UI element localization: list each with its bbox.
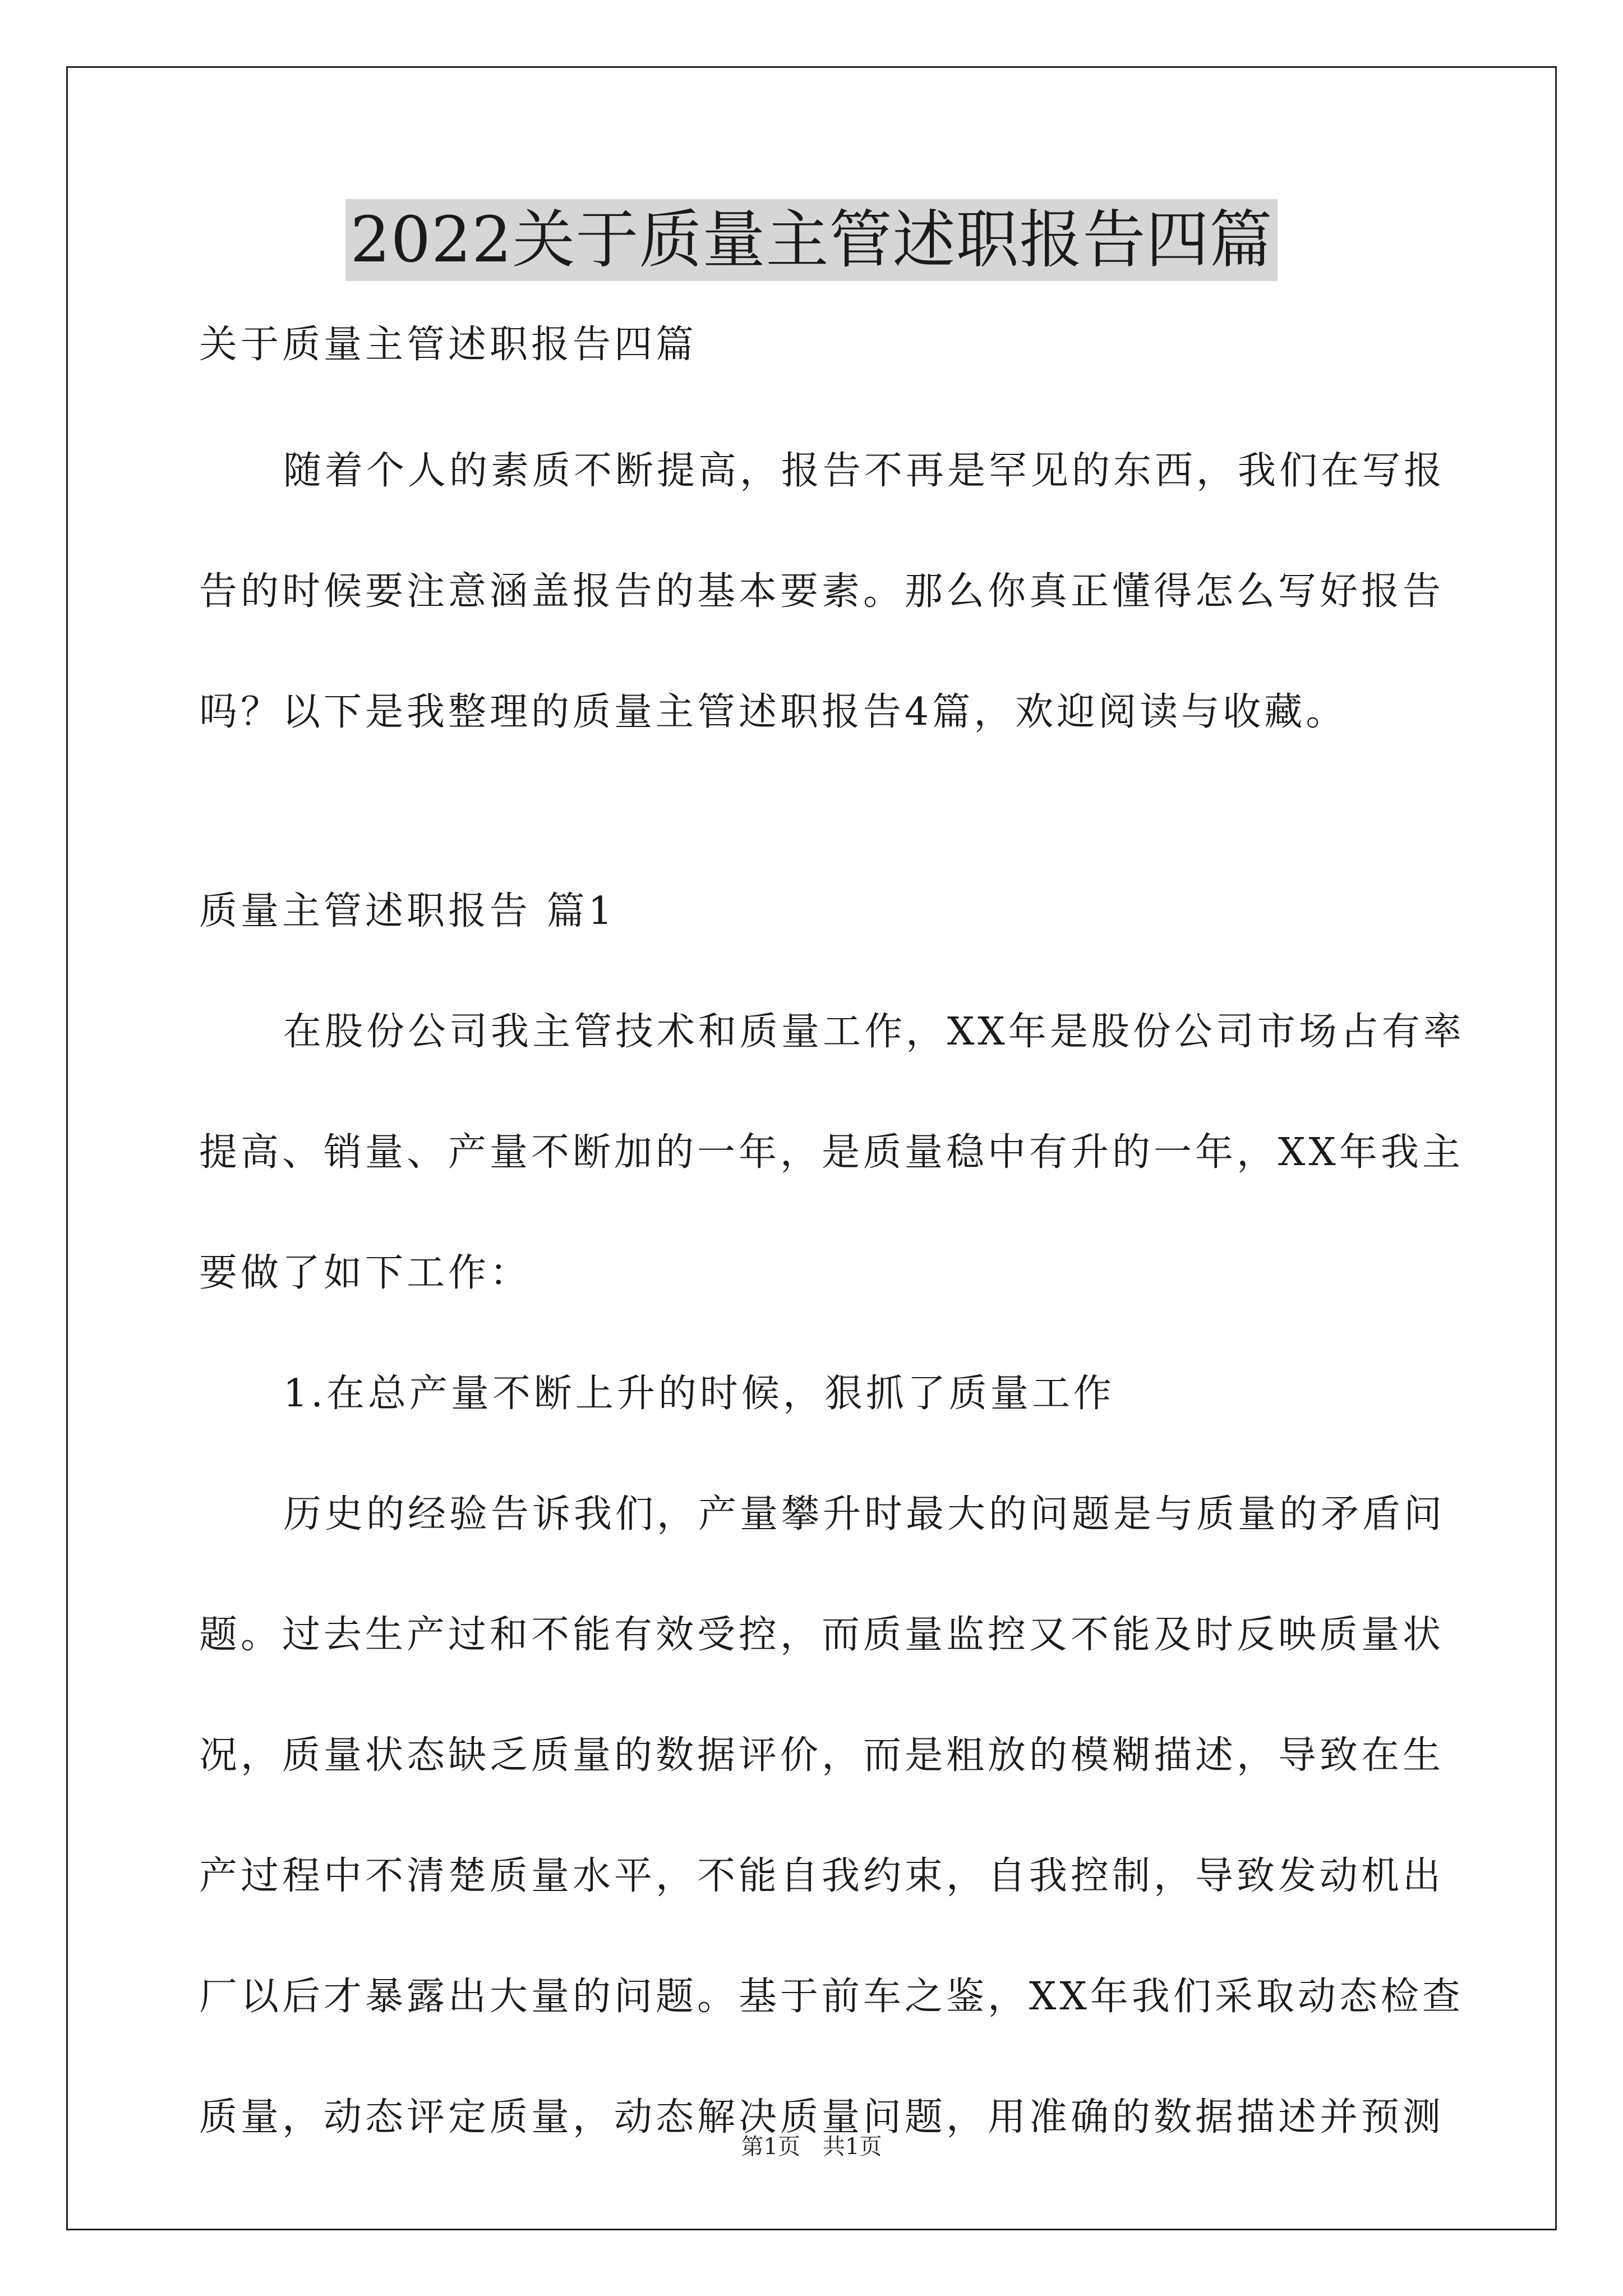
paragraph-line: 吗？以下是我整理的质量主管述职报告4篇，欢迎阅读与收藏。 — [199, 690, 1348, 734]
subtitle-line: 关于质量主管述职报告四篇 — [199, 323, 698, 367]
page-footer: 第1页 共1页 — [741, 2134, 882, 2160]
paragraph-line: 随着个人的素质不断提高，报告不再是罕见的东西，我们在写报 — [283, 449, 1446, 493]
list-item: 1.在总产量不断上升的时候，狠抓了质量工作 — [283, 1372, 1115, 1416]
paragraph-line: 题。过去生产过和不能有效受控，而质量监控又不能及时反映质量状 — [199, 1613, 1445, 1657]
paragraph-line: 产过程中不清楚质量水平，不能自我约束，自我控制，导致发动机出 — [199, 1854, 1445, 1898]
paragraph-line: 在股份公司我主管技术和质量工作，XX年是股份公司市场占有率 — [283, 1010, 1465, 1054]
paragraph-line: 况，质量状态缺乏质量的数据评价，而是粗放的模糊描述，导致在生 — [199, 1733, 1445, 1778]
paragraph-line: 质量，动态评定质量，动态解决质量问题，用准确的数据描述并预测 — [199, 2095, 1445, 2139]
document-title: 2022关于质量主管述职报告四篇 — [345, 199, 1277, 281]
section-heading: 质量主管述职报告 篇1 — [199, 889, 616, 933]
paragraph-line: 厂以后才暴露出大量的问题。基于前车之鉴，XX年我们采取动态检查 — [199, 1975, 1464, 2019]
title-container — [0, 199, 1623, 281]
paragraph-line: 要做了如下工作： — [199, 1251, 532, 1295]
paragraph-line: 告的时候要注意涵盖报告的基本要素。那么你真正懂得怎么写好报告 — [199, 569, 1445, 614]
paragraph-line: 提高、销量、产量不断加的一年，是质量稳中有升的一年，XX年我主 — [199, 1130, 1464, 1175]
paragraph-line: 历史的经验告诉我们，产量攀升时最大的问题是与质量的矛盾问 — [283, 1492, 1446, 1536]
